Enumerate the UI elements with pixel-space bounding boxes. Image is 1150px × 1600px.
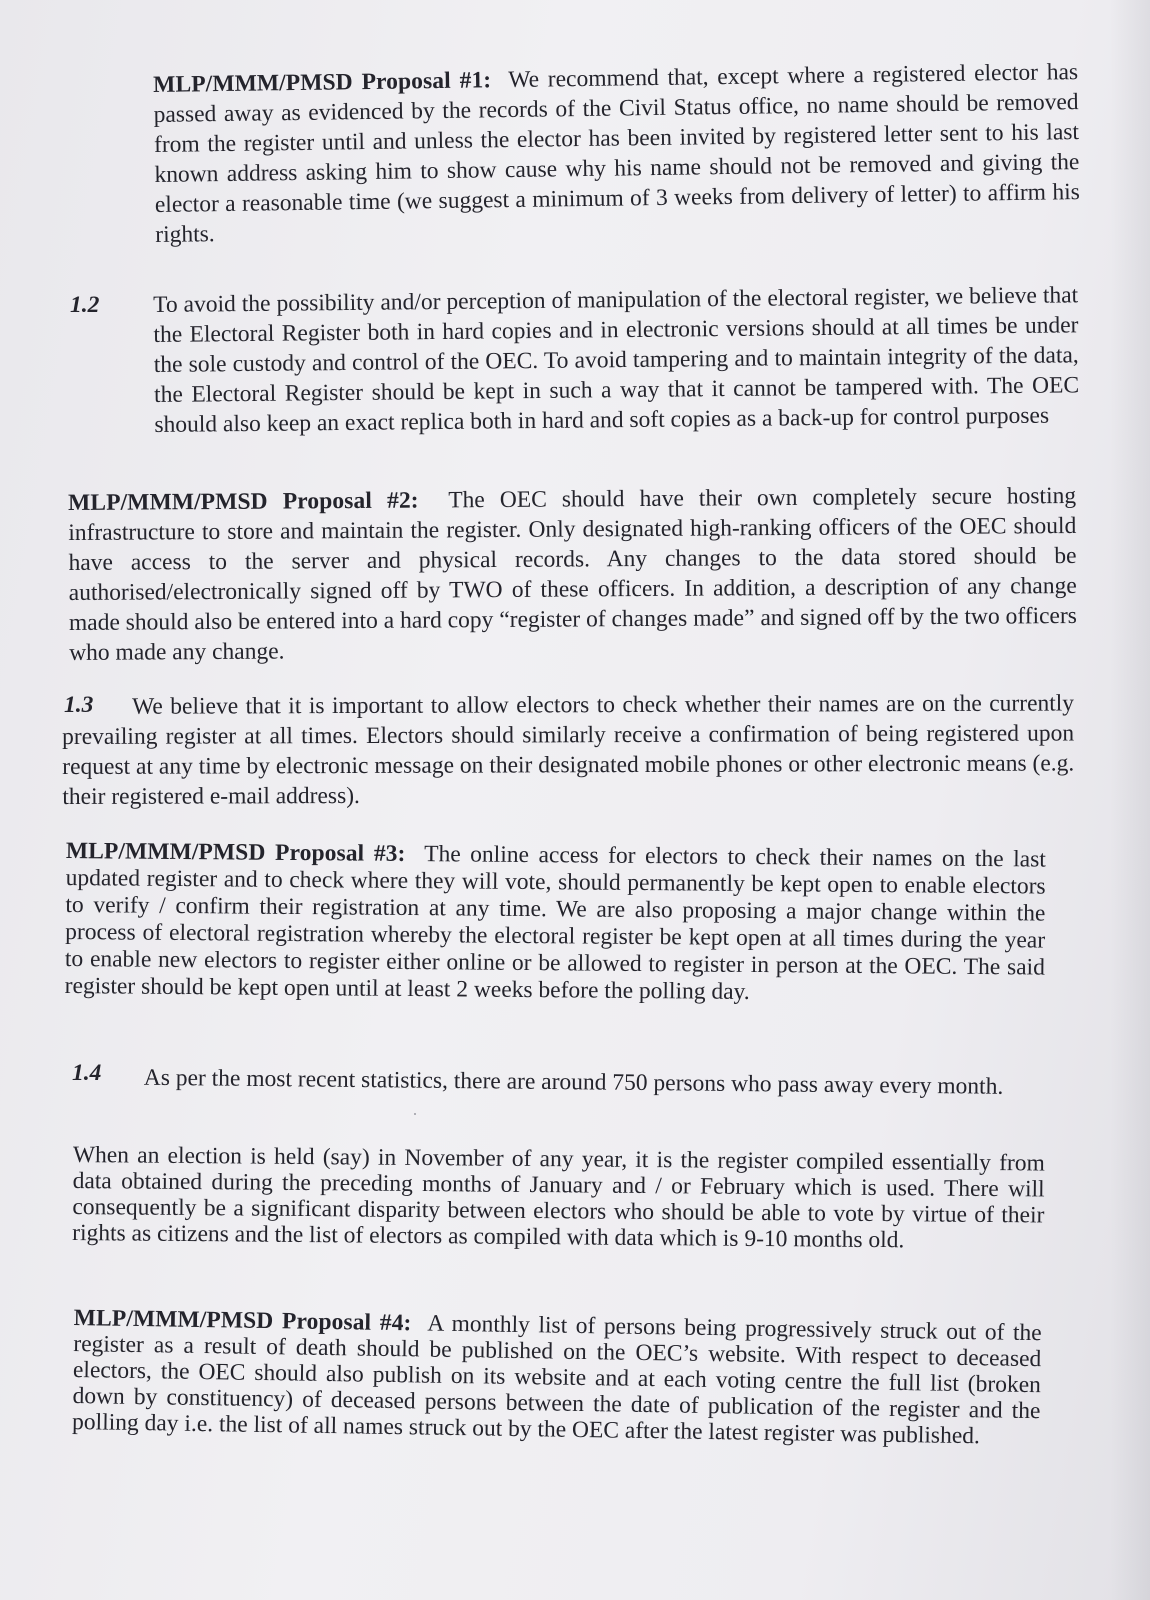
proposal-4-label: MLP/MMM/PMSD Proposal #4: — [73, 1305, 412, 1337]
proposal-4-text: A monthly list of persons being progressively struck out of the register as a result of death should be published on the OEC’s website. With respect to deceased electors, the OEC should also publish on its website and at each voting centre the full list (broken down by constituency) of deceased persons between the date of publication of the register and the polling day i.e. the list of all names struck out by the OEC after the latest register was published. — [71, 1310, 1042, 1450]
proposal-2-label: MLP/MMM/PMSD Proposal #2: — [68, 487, 419, 516]
section-1-4-text: As per the most recent statistics, there are around 750 persons who pass away every month. — [143, 1064, 1004, 1100]
section-1-4-number: 1.4 — [72, 1060, 102, 1086]
proposal-3-paragraph — [65, 838, 1046, 1009]
proposal-1-label: MLP/MMM/PMSD Proposal #1: — [153, 67, 492, 98]
section-1-3-text: We believe that it is important to allow electors to check whether their names are on the currently prevailing register at all times. Electors should similarly receive a confirmation of being registered upon request at any time by electronic message on their designated mobile phones or other electronic means (e.g. their registered e-mail address). — [62, 690, 1075, 810]
section-1-4-text-2: When an election is held (say) in November of any year, it is the register compiled essentially from data obtained during the preceding months of January and / or February which is used. There will consequently be a significant disparity between electors who should be able to vote by virtue of their rights as citizens and the list of electors as compiled with data which is 9-10 months old. — [72, 1142, 1045, 1254]
proposal-1-paragraph — [153, 57, 1080, 250]
proposal-3-text: The online access for electors to check their names on the last updated register and to check where they will vote, should permanently be kept open to enable electors to verify / confirm their registration at any time. We are also proposing a major change within the process of electoral registration whereby the electoral register be kept open at all times during the year to enable new electors to register either online or be allowed to register in person at the OEC. The said register should be kept open until at least 2 weeks before the polling day. — [64, 841, 1046, 1005]
proposal-4-paragraph — [72, 1305, 1042, 1450]
section-1-3-number: 1.3 — [64, 692, 94, 718]
page-edge-shadow — [1110, 0, 1150, 1600]
proposal-2-paragraph — [68, 481, 1077, 668]
section-1-2-text: To avoid the possibility and/or perception of manipulation of the electoral register, we believe that the Electoral Register both in hard copies and in electronic versions should at all times be under the sole custody and control of the OEC. To avoid tampering and to maintain integrity of the data, the Electoral Register should be kept in such a way that it cannot be tampered with. The OEC should also keep an exact replica both in hard and soft copies as a back-up for control purposes — [153, 282, 1080, 438]
paper-speck — [414, 1113, 416, 1115]
section-1-3-paragraph — [62, 688, 1074, 812]
section-1-2-number: 1.2 — [70, 292, 100, 318]
proposal-1-text: We recommend that, except where a registered elector has passed away as evidenced by the records of the Civil Status office, no name should be removed from the register until and unless the elector has been invited by registered letter sent to his last known address asking him to show cause why his name should not be removed and giving the elector a reasonable time (we suggest a minimum of 3 weeks from delivery of letter) to affirm his rights. — [153, 59, 1080, 248]
proposal-2-text: The OEC should have their own completely secure hosting infrastructure to store and maintain the register. Only designated high-ranking officers of the OEC should have access to the server and physical records. Any changes to the data stored should be authorised/electronically signed off by TWO of these officers. In addition, a description of any change made should also be entered into a hard copy “register of changes made” and signed off by the two officers who made any change. — [68, 482, 1078, 666]
proposal-3-label: MLP/MMM/PMSD Proposal #3: — [65, 838, 406, 867]
section-1-4-paragraph-2 — [72, 1142, 1045, 1254]
section-1-2-paragraph — [153, 280, 1080, 440]
